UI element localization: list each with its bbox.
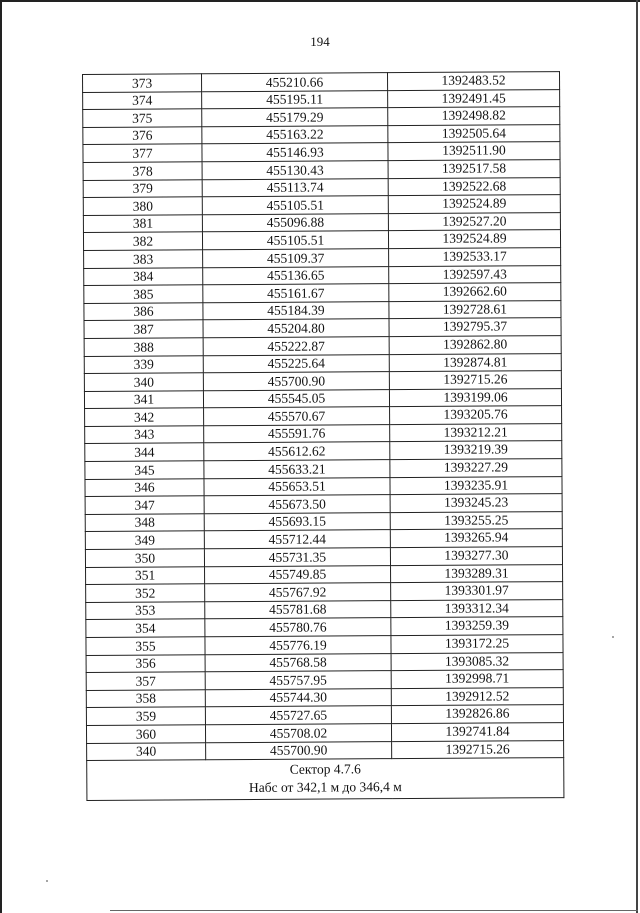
coordinates-table [82, 71, 564, 801]
point-number-cell: 346 [85, 478, 204, 496]
x-coordinate-cell: 455179.29 [202, 108, 388, 127]
point-number-cell: 352 [86, 584, 205, 602]
x-coordinate-cell: 455210.66 [202, 73, 388, 92]
y-coordinate-cell: 1392524.89 [388, 230, 560, 249]
point-number-cell: 375 [83, 109, 202, 127]
point-number-cell: 381 [83, 215, 202, 233]
y-coordinate-cell: 1392483.52 [387, 72, 559, 91]
y-coordinate-cell: 1393277.30 [390, 547, 562, 566]
y-coordinate-cell: 1392597.43 [389, 265, 561, 284]
point-number-cell: 377 [83, 144, 202, 162]
y-coordinate-cell: 1393289.31 [391, 564, 563, 583]
x-coordinate-cell: 455731.35 [204, 548, 390, 567]
x-coordinate-cell: 455612.62 [204, 442, 390, 461]
x-coordinate-cell: 455749.85 [205, 565, 391, 584]
point-number-cell: 355 [86, 637, 205, 655]
point-number-cell: 358 [86, 690, 205, 708]
point-number-cell: 359 [86, 707, 205, 725]
y-coordinate-cell: 1392511.90 [388, 142, 560, 161]
point-number-cell: 342 [85, 408, 204, 426]
y-coordinate-cell: 1392826.86 [391, 705, 563, 724]
x-coordinate-cell: 455163.22 [202, 125, 388, 144]
y-coordinate-cell: 1393255.25 [390, 511, 562, 530]
y-coordinate-cell: 1392662.60 [389, 283, 561, 302]
point-number-cell: 376 [83, 127, 202, 145]
x-coordinate-cell: 455727.65 [205, 706, 391, 725]
x-coordinate-cell: 455570.67 [204, 407, 390, 426]
scan-speck [612, 636, 614, 638]
point-number-cell: 360 [86, 725, 205, 743]
y-coordinate-cell: 1392715.26 [392, 740, 564, 759]
x-coordinate-cell: 455225.64 [203, 354, 389, 373]
y-coordinate-cell: 1392795.37 [389, 318, 561, 337]
x-coordinate-cell: 455700.90 [206, 741, 392, 760]
sector-height-range: Набс от 342,1 м до 346,4 м [248, 779, 402, 796]
point-number-cell: 388 [84, 338, 203, 356]
x-coordinate-cell: 455673.50 [204, 495, 390, 514]
x-coordinate-cell: 455633.21 [204, 460, 390, 479]
x-coordinate-cell: 455222.87 [203, 337, 389, 356]
scan-speck [46, 880, 48, 882]
x-coordinate-cell: 455744.30 [205, 688, 391, 707]
point-number-cell: 387 [84, 320, 203, 338]
y-coordinate-cell: 1393227.29 [390, 459, 562, 478]
y-coordinate-cell: 1393245.23 [390, 494, 562, 513]
point-number-cell: 340 [84, 373, 203, 391]
y-coordinate-cell: 1392527.20 [388, 212, 560, 231]
point-number-cell: 341 [84, 390, 203, 408]
x-coordinate-cell: 455591.76 [204, 425, 390, 444]
sector-footer-cell [87, 758, 564, 801]
y-coordinate-cell: 1392741.84 [391, 723, 563, 742]
y-coordinate-cell: 1392533.17 [389, 248, 561, 267]
point-number-cell: 374 [83, 91, 202, 109]
point-number-cell: 386 [84, 302, 203, 320]
y-coordinate-cell: 1393235.91 [390, 476, 562, 495]
point-number-cell: 353 [86, 602, 205, 620]
y-coordinate-cell: 1392728.61 [389, 300, 561, 319]
x-coordinate-cell: 455136.65 [203, 266, 389, 285]
x-coordinate-cell: 455653.51 [204, 477, 390, 496]
x-coordinate-cell: 455113.74 [202, 178, 388, 197]
point-number-cell: 373 [83, 74, 202, 92]
x-coordinate-cell: 455184.39 [203, 301, 389, 320]
point-number-cell: 348 [85, 514, 204, 532]
point-number-cell: 383 [84, 250, 203, 268]
x-coordinate-cell: 455161.67 [203, 284, 389, 303]
x-coordinate-cell: 455096.88 [202, 213, 388, 232]
y-coordinate-cell: 1393265.94 [390, 529, 562, 548]
y-coordinate-cell: 1392715.26 [389, 371, 561, 390]
y-coordinate-cell: 1393172.25 [391, 635, 563, 654]
y-coordinate-cell: 1392498.82 [388, 107, 560, 126]
point-number-cell: 351 [86, 566, 205, 584]
y-coordinate-cell: 1392505.64 [388, 124, 560, 143]
x-coordinate-cell: 455545.05 [203, 389, 389, 408]
y-coordinate-cell: 1392524.89 [388, 195, 560, 214]
point-number-cell: 354 [86, 619, 205, 637]
point-number-cell: 356 [86, 654, 205, 672]
y-coordinate-cell: 1392874.81 [389, 353, 561, 372]
x-coordinate-cell: 455768.58 [205, 653, 391, 672]
x-coordinate-cell: 455195.11 [202, 90, 388, 109]
point-number-cell: 380 [83, 197, 202, 215]
x-coordinate-cell: 455757.95 [205, 671, 391, 690]
sector-footer-row [87, 758, 564, 801]
y-coordinate-cell: 1392998.71 [391, 670, 563, 689]
point-number-cell: 349 [85, 531, 204, 549]
sector-title: Сектор 4.7.6 [289, 761, 361, 777]
y-coordinate-cell: 1393199.06 [389, 388, 561, 407]
y-coordinate-cell: 1393219.39 [390, 441, 562, 460]
y-coordinate-cell: 1392522.68 [388, 177, 560, 196]
point-number-cell: 343 [85, 426, 204, 444]
x-coordinate-cell: 455204.80 [203, 319, 389, 338]
x-coordinate-cell: 455780.76 [205, 618, 391, 637]
y-coordinate-cell: 1392491.45 [388, 89, 560, 108]
y-coordinate-cell: 1392912.52 [391, 687, 563, 706]
point-number-cell: 385 [84, 285, 203, 303]
y-coordinate-cell: 1393312.34 [391, 599, 563, 618]
y-coordinate-cell: 1393205.76 [390, 406, 562, 425]
x-coordinate-cell: 455708.02 [205, 724, 391, 743]
scan-edge-bottom [110, 910, 638, 911]
point-number-cell: 350 [85, 549, 204, 567]
x-coordinate-cell: 455146.93 [202, 143, 388, 162]
page-number: 194 [310, 34, 330, 49]
point-number-cell: 384 [84, 267, 203, 285]
y-coordinate-cell: 1393301.97 [391, 582, 563, 601]
x-coordinate-cell: 455693.15 [204, 512, 390, 531]
x-coordinate-cell: 455105.51 [202, 196, 388, 215]
point-number-cell: 378 [83, 162, 202, 180]
point-number-cell: 345 [85, 461, 204, 479]
x-coordinate-cell: 455712.44 [204, 530, 390, 549]
point-number-cell: 339 [84, 355, 203, 373]
point-number-cell: 379 [83, 179, 202, 197]
x-coordinate-cell: 455700.90 [203, 372, 389, 391]
point-number-cell: 357 [86, 672, 205, 690]
scan-edge-right [636, 0, 638, 913]
point-number-cell: 382 [83, 232, 202, 250]
x-coordinate-cell: 455109.37 [203, 249, 389, 268]
y-coordinate-cell: 1393085.32 [391, 652, 563, 671]
y-coordinate-cell: 1393212.21 [390, 423, 562, 442]
x-coordinate-cell: 455776.19 [205, 636, 391, 655]
x-coordinate-cell: 455767.92 [205, 583, 391, 602]
point-number-cell: 347 [85, 496, 204, 514]
x-coordinate-cell: 455781.68 [205, 600, 391, 619]
y-coordinate-cell: 1392862.80 [389, 335, 561, 354]
y-coordinate-cell: 1392517.58 [388, 160, 560, 179]
point-number-cell: 340 [87, 742, 206, 760]
scan-edge-top [0, 0, 640, 2]
x-coordinate-cell: 455130.43 [202, 161, 388, 180]
scan-edge-left [0, 0, 2, 913]
coordinates-table-body [83, 72, 564, 801]
y-coordinate-cell: 1393259.39 [391, 617, 563, 636]
point-number-cell: 344 [85, 443, 204, 461]
x-coordinate-cell: 455105.51 [202, 231, 388, 250]
